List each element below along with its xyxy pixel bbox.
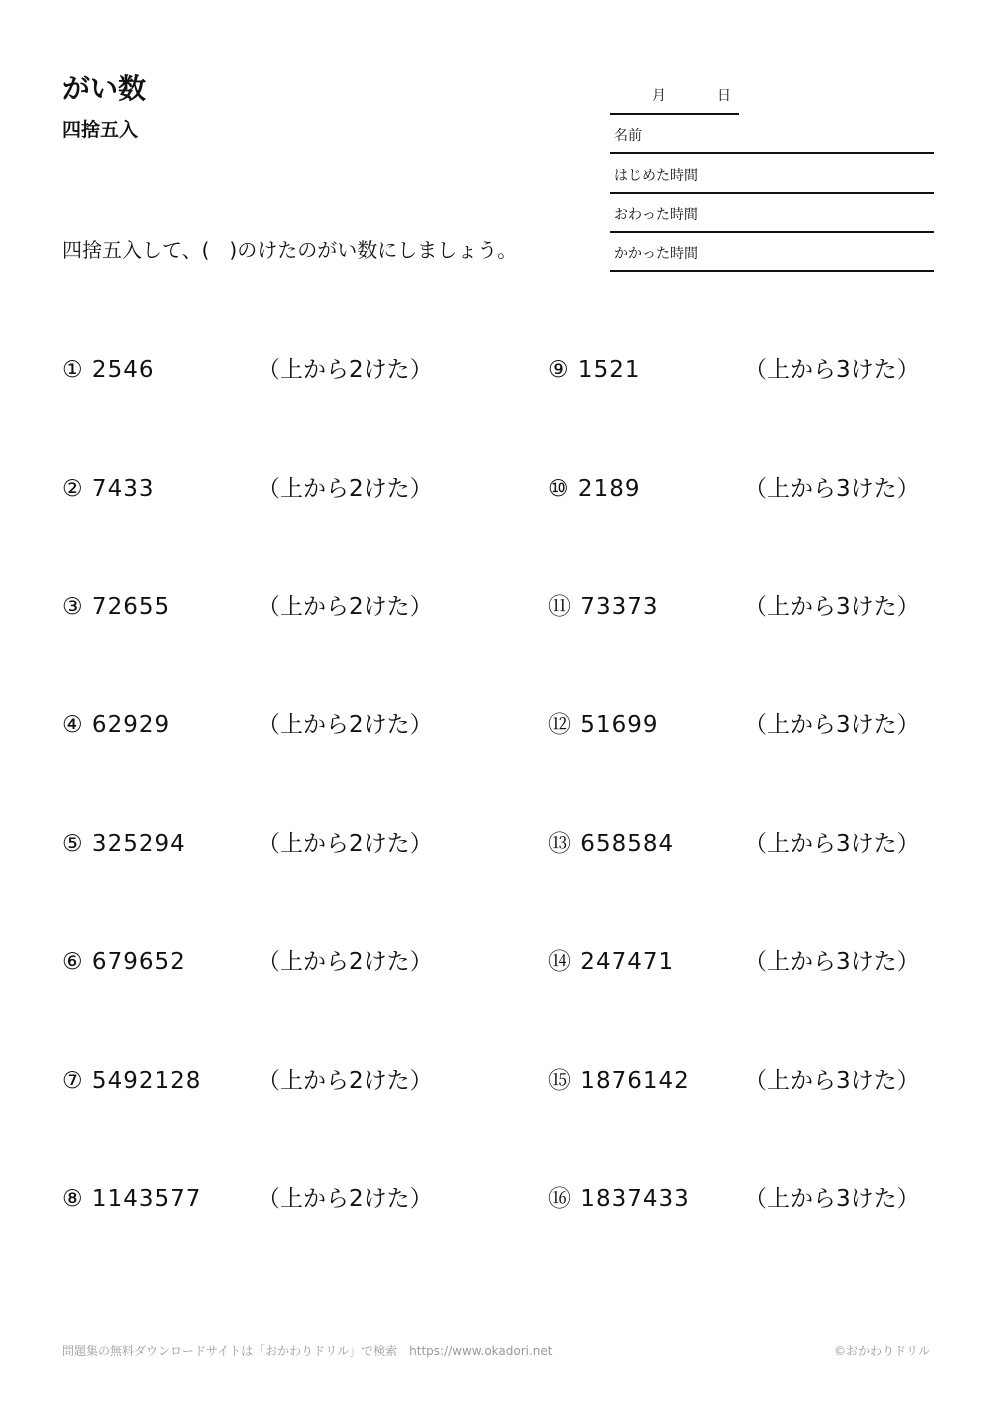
problem-item	[548, 947, 968, 977]
problem-condition: （上から2けた）	[257, 594, 433, 620]
problem-number: ⑬ 658584	[548, 831, 675, 857]
problem-condition: （上から2けた）	[257, 357, 433, 383]
problem-item	[548, 355, 968, 385]
month-label: 月	[652, 88, 666, 104]
problem-number: ⑭ 247471	[548, 949, 675, 975]
problem-condition: （上から3けた）	[744, 1068, 920, 1094]
footer-site-info: 問題集の無料ダウンロードサイトは「おかわりドリル」で検索 https://www.okadori.net	[62, 1344, 553, 1358]
problem-item	[62, 947, 502, 977]
problem-item	[548, 592, 968, 622]
footer-copyright: ©おかわりドリル	[833, 1344, 930, 1358]
instruction-text: 四捨五入して、( )のけたのがい数にしましょう。	[62, 238, 518, 262]
problem-item	[62, 1184, 502, 1214]
name-field	[610, 114, 934, 154]
problem-number: ③ 72655	[62, 594, 171, 620]
worksheet-subtitle: 四捨五入	[62, 119, 139, 141]
end-time-field	[610, 193, 934, 233]
problem-condition: （上から3けた）	[744, 1186, 920, 1212]
worksheet-title: がい数	[62, 72, 147, 105]
problem-condition: （上から3けた）	[744, 712, 920, 738]
problem-item	[548, 829, 968, 859]
problem-item	[62, 710, 502, 740]
problem-condition: （上から3けた）	[744, 831, 920, 857]
problem-item	[548, 710, 968, 740]
problem-item	[548, 474, 968, 504]
problem-number: ④ 62929	[62, 712, 171, 738]
problem-item	[62, 474, 502, 504]
problem-number: ⑧ 1143577	[62, 1186, 202, 1212]
problem-number: ⑫ 51699	[548, 712, 659, 738]
problem-condition: （上から2けた）	[257, 949, 433, 975]
start-time-label: はじめた時間	[614, 168, 698, 184]
problem-number: ⑦ 5492128	[62, 1068, 202, 1094]
problem-item	[62, 592, 502, 622]
problem-number: ⑯ 1837433	[548, 1186, 690, 1212]
date-field	[610, 83, 739, 115]
problem-condition: （上から3けた）	[744, 357, 920, 383]
problem-condition: （上から3けた）	[744, 594, 920, 620]
start-time-field	[610, 154, 934, 194]
problem-condition: （上から2けた）	[257, 831, 433, 857]
problem-number: ⑤ 325294	[62, 831, 186, 857]
problem-condition: （上から2けた）	[257, 476, 433, 502]
problem-item	[62, 355, 502, 385]
problem-number: ⑥ 679652	[62, 949, 186, 975]
duration-field	[610, 232, 934, 272]
duration-label: かかった時間	[614, 246, 698, 262]
end-time-label: おわった時間	[614, 207, 698, 223]
problem-number: ⑩ 2189	[548, 476, 641, 502]
problem-number: ⑨ 1521	[548, 357, 641, 383]
problem-condition: （上から2けた）	[257, 712, 433, 738]
problem-number: ② 7433	[62, 476, 155, 502]
name-label: 名前	[614, 128, 642, 144]
problem-item	[548, 1184, 968, 1214]
problem-item	[62, 829, 502, 859]
day-label: 日	[717, 88, 731, 104]
problem-condition: （上から3けた）	[744, 476, 920, 502]
problem-item	[62, 1066, 502, 1096]
problem-number: ① 2546	[62, 357, 155, 383]
problem-condition: （上から2けた）	[257, 1186, 433, 1212]
problem-item	[548, 1066, 968, 1096]
problem-number: ⑮ 1876142	[548, 1068, 690, 1094]
problem-condition: （上から3けた）	[744, 949, 920, 975]
problem-condition: （上から2けた）	[257, 1068, 433, 1094]
problem-number: ⑪ 73373	[548, 594, 659, 620]
